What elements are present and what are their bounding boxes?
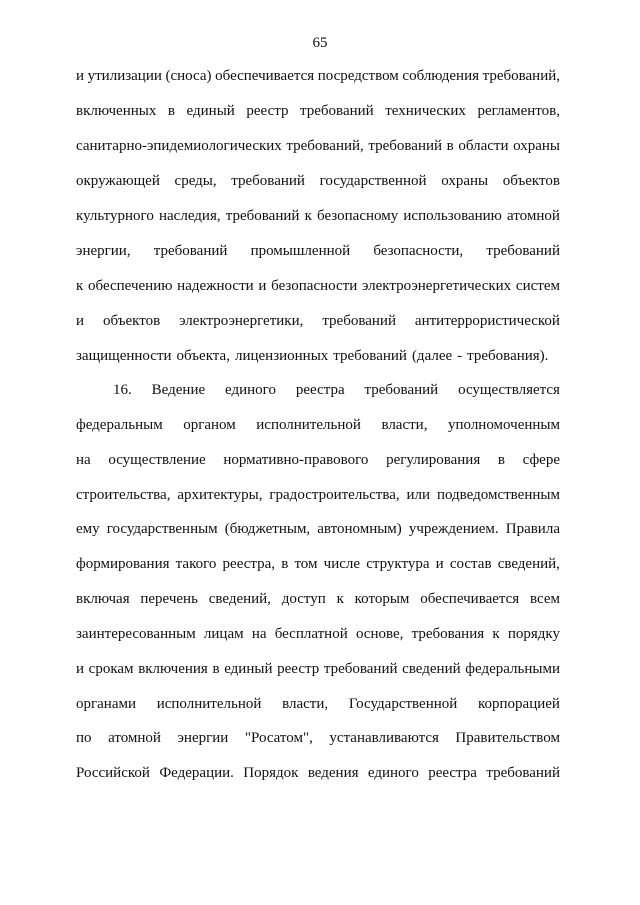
word: сведений,: [497, 556, 560, 572]
text-line: [76, 659, 560, 679]
word: требований: [300, 103, 374, 119]
word: к: [336, 591, 344, 607]
word: включая: [76, 591, 130, 607]
word: всем: [529, 591, 560, 607]
word: ему: [76, 521, 100, 537]
word: органом: [183, 417, 236, 433]
word: требований: [364, 382, 439, 398]
word: осуществление: [108, 452, 206, 468]
word: реестр: [246, 103, 289, 119]
word: требований,: [482, 68, 560, 84]
word: и: [76, 68, 85, 84]
word: атомной: [507, 208, 560, 224]
word: федеральными: [465, 661, 560, 677]
word: Федерации.: [159, 765, 234, 781]
word: требований,: [286, 138, 364, 154]
word: реестра: [295, 382, 345, 398]
text-line: [76, 589, 560, 609]
word: государственной: [319, 173, 427, 189]
word: реестра: [428, 765, 477, 781]
word: к: [76, 278, 84, 294]
word: энергии: [177, 730, 229, 746]
word: Порядок: [243, 765, 299, 781]
word: безопасности: [271, 278, 358, 294]
word: числе: [323, 556, 361, 572]
word: единого: [225, 382, 276, 398]
text-line: [76, 519, 560, 539]
word: органами: [76, 696, 137, 712]
word: среды,: [174, 173, 217, 189]
word: (бюджетным,: [224, 521, 311, 537]
word: исполнительной: [256, 417, 361, 433]
word: строительства,: [76, 487, 171, 503]
word: нормативно-правового: [223, 452, 369, 468]
word: регулирования: [386, 452, 481, 468]
word: подведомственным: [436, 487, 560, 503]
word: единого: [367, 765, 419, 781]
word: объектов: [502, 173, 560, 189]
text-line: [76, 311, 560, 331]
word: объекта,: [176, 348, 230, 364]
text-line: [76, 485, 560, 505]
word: 16.: [113, 382, 132, 398]
word: исполнительной: [156, 696, 262, 712]
word: требований: [368, 138, 443, 154]
word: заинтересованным: [76, 626, 196, 642]
word: архитектуры,: [177, 487, 263, 503]
word: или: [406, 487, 431, 503]
word: наследия,: [159, 208, 221, 224]
word: безопасному: [317, 208, 399, 224]
word: корпорацией: [478, 696, 560, 712]
word: охраны: [441, 173, 489, 189]
word: осуществляется: [458, 382, 560, 398]
word: которым: [354, 591, 410, 607]
word: электроэнергетических: [362, 278, 512, 294]
word: автономным): [317, 521, 402, 537]
text-line: [76, 415, 560, 435]
word: в: [281, 556, 289, 572]
text-line: [76, 136, 560, 156]
word: обеспечению: [88, 278, 173, 294]
word: использованию: [403, 208, 502, 224]
text-line: [76, 554, 560, 574]
word: регламентов,: [477, 103, 560, 119]
word: Российской: [76, 765, 150, 781]
text-line: [76, 206, 560, 226]
word: перечень: [140, 591, 198, 607]
word: и: [435, 556, 444, 572]
word: учреждением.: [408, 521, 499, 537]
word: (далее: [411, 348, 453, 364]
word: включенных: [76, 103, 157, 119]
word: промышленной: [250, 243, 351, 259]
word: реестр: [277, 661, 320, 677]
word: утилизации: [87, 68, 162, 84]
word: в: [167, 103, 175, 119]
word: требований: [486, 765, 560, 781]
word: такого: [175, 556, 217, 572]
word: объектов: [102, 313, 161, 329]
word: лицензионных: [234, 348, 329, 364]
word: требований: [153, 243, 228, 259]
word: требований: [333, 348, 407, 364]
word: единый: [224, 661, 273, 677]
word: атомной: [108, 730, 161, 746]
word: охраны: [513, 138, 560, 154]
word: власти,: [282, 696, 329, 712]
word: и: [76, 313, 85, 329]
word: санитарно-эпидемиологических: [76, 138, 282, 154]
word: и: [258, 278, 267, 294]
word: основе,: [355, 626, 404, 642]
text-line: [76, 346, 560, 366]
word: электроэнергетики,: [179, 313, 304, 329]
text-line: [76, 763, 560, 783]
word: надежности: [177, 278, 254, 294]
word: сведений,: [208, 591, 271, 607]
word: федеральным: [76, 417, 163, 433]
word: Правительством: [455, 730, 560, 746]
word: том: [294, 556, 318, 572]
word: устанавливаются: [329, 730, 439, 746]
word: в: [446, 138, 454, 154]
word: к: [304, 208, 312, 224]
text-line: [76, 276, 560, 296]
word: требования).: [467, 348, 549, 364]
word: требований: [323, 661, 398, 677]
word: лицам: [203, 626, 244, 642]
word: на: [251, 626, 267, 642]
word: и: [76, 661, 85, 677]
word: включения: [138, 661, 208, 677]
word: защищенности: [76, 348, 172, 364]
word: требований: [225, 208, 300, 224]
word: единый: [186, 103, 235, 119]
word: структура: [366, 556, 430, 572]
text-line: [76, 101, 560, 121]
word: состав: [449, 556, 492, 572]
word: на: [76, 452, 91, 468]
word: сведений: [402, 661, 461, 677]
word: окружающей: [76, 173, 160, 189]
word: культурного: [76, 208, 154, 224]
word: формирования: [76, 556, 170, 572]
word: обеспечивается: [420, 591, 520, 607]
text-line: [113, 380, 560, 400]
word: Ведение: [151, 382, 206, 398]
word: власти,: [381, 417, 428, 433]
word: области: [458, 138, 509, 154]
word: антитеррористической: [414, 313, 560, 329]
word: соблюдения: [402, 68, 479, 84]
word: в: [497, 452, 505, 468]
word: доступ: [281, 591, 326, 607]
text-line: [76, 66, 560, 86]
text-line: [76, 241, 560, 261]
word: "Росатом",: [244, 730, 313, 746]
word: технических: [385, 103, 466, 119]
word: по: [76, 730, 92, 746]
word: энергии,: [76, 243, 131, 259]
word: в: [212, 661, 220, 677]
text-line: [76, 624, 560, 644]
word: Правила: [505, 521, 560, 537]
word: сфере: [522, 452, 560, 468]
word: требований: [231, 173, 305, 189]
word: бесплатной: [274, 626, 348, 642]
text-line: [76, 728, 560, 748]
word: посредством: [317, 68, 399, 84]
page-number: 65: [312, 35, 328, 51]
word: -: [457, 348, 463, 364]
word: уполномоченным: [447, 417, 560, 433]
word: порядку: [507, 626, 560, 642]
word: реестра,: [222, 556, 276, 572]
word: безопасности,: [373, 243, 464, 259]
word: требования: [411, 626, 485, 642]
word: к: [492, 626, 500, 642]
text-line: [76, 694, 560, 714]
word: ведения: [307, 765, 359, 781]
word: государственным: [106, 521, 218, 537]
word: обеспечивается: [215, 68, 315, 84]
word: требований: [322, 313, 396, 329]
word: систем: [515, 278, 560, 294]
word: (сноса): [165, 68, 212, 84]
word: Государственной: [348, 696, 458, 712]
text-line: [76, 171, 560, 191]
word: градостроительства,: [269, 487, 400, 503]
text-line: [76, 450, 560, 470]
word: срокам: [88, 661, 134, 677]
word: требований: [486, 243, 560, 259]
